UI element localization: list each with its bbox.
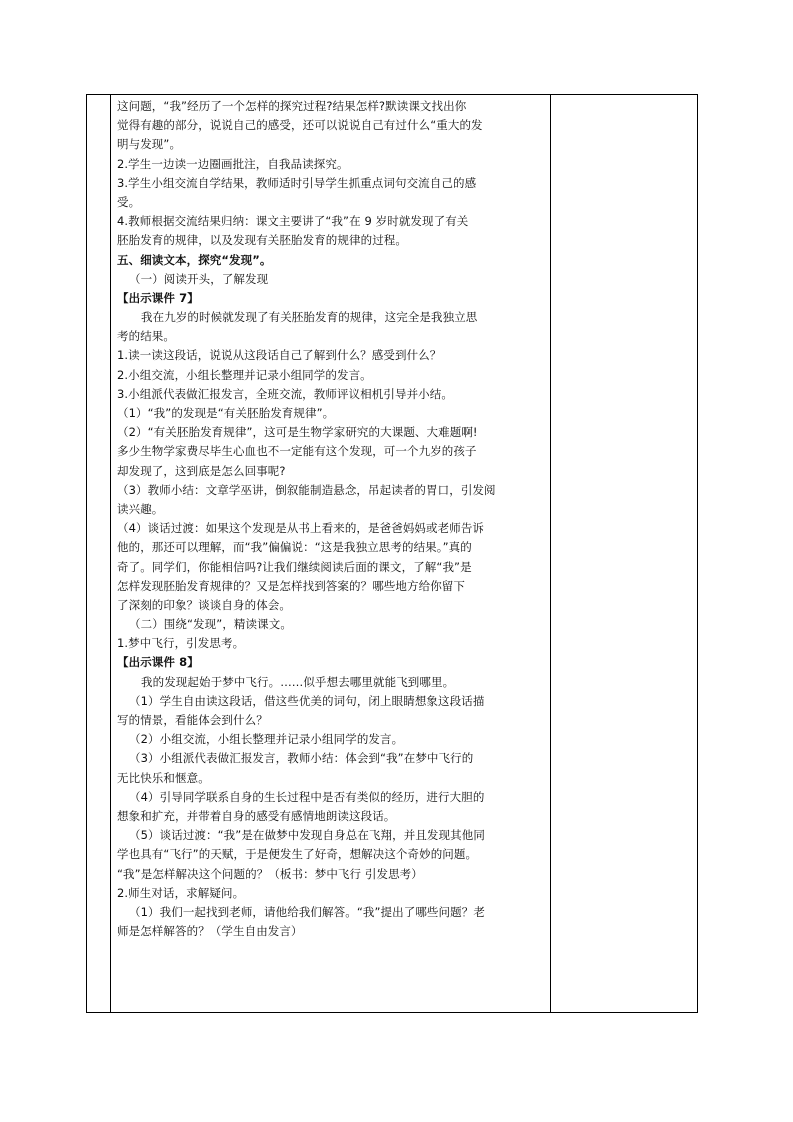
text-line: （2）“有关胚胎发育规律”，这可是生物学家研究的大课题、大难题啊! (117, 425, 478, 440)
text-line: 2.小组交流，小组长整理并记录小组同学的发言。 (117, 367, 372, 382)
subsection-heading: （一）阅读开头，了解发现 (129, 271, 269, 286)
text-line: 却发现了，这到底是怎么回事呢? (117, 463, 286, 478)
column-divider-left (110, 95, 111, 1012)
column-divider-right (550, 95, 551, 1012)
section-heading: 五、细读文本，探究“发现”。 (117, 252, 272, 267)
text-line: “我”是怎样解决这个问题的？（板书：梦中飞行 引发思考） (117, 866, 423, 881)
text-line: 怎样发现胚胎发育规律的？又是怎样找到答案的？哪些地方给你留下 (117, 578, 465, 593)
text-line: 2.学生一边读一边圈画批注，自我品读探究。 (117, 156, 349, 171)
quote-line: 我在九岁的时候就发现了有关胚胎发育的规律，这完全是我独立思 (141, 310, 478, 325)
text-line: 他的，那还可以理解，而“我”偏偏说：“这是我独立思考的结果。”真的 (117, 540, 472, 555)
lesson-content (117, 97, 549, 941)
text-line: 写的情景，看能体会到什么？ (117, 713, 268, 727)
text-line: 1.读一读这段话，说说从这段话自己了解到什么？感受到什么？ (117, 348, 442, 363)
subsection-heading: （二）围绕“发现”，精读课文。 (129, 617, 292, 632)
text-line: 3.学生小组交流自学结果，教师适时引导学生抓重点词句交流自己的感 (117, 175, 477, 190)
text-line: （3）小组派代表做汇报发言，教师小结：体会到“我”在梦中飞行的 (129, 751, 474, 766)
text-line: 受。 (117, 194, 141, 209)
text-line: 胚胎发育的规律，以及发现有关胚胎发育的规律的过程。 (117, 233, 407, 248)
text-line: 3.小组派代表做汇报发言，全班交流，教师评议相机引导并小结。 (117, 386, 453, 401)
text-line: 师是怎样解答的？（学生自由发言） (117, 924, 303, 939)
text-line: （5）谈话过渡：“我”是在做梦中发现自身总在飞翔，并且发现其他同 (129, 828, 485, 843)
text-line: （1）我们一起找到老师，请他给我们解答。“我”提出了哪些问题？老 (129, 904, 485, 919)
text-line: 多少生物学家费尽毕生心血也不一定能有这个发现，可一个九岁的孩子 (117, 444, 477, 459)
quote-line: 我的发现起始于梦中飞行。……似乎想去哪里就能飞到哪里。 (141, 674, 455, 689)
text-line: 4.教师根据交流结果归纳：课文主要讲了“我”在 9 岁时就发现了有关 (117, 214, 469, 229)
text-line: 无比快乐和惬意。 (117, 770, 210, 785)
text-line: 这问题，“我”经历了一个怎样的探究过程?结果怎样?默读课文找出你 (117, 99, 467, 113)
text-line: 1.梦中飞行，引发思考。 (117, 636, 245, 651)
text-line: （4）谈话过渡：如果这个发现是从书上看来的，是爸爸妈妈或老师告诉 (117, 521, 485, 536)
text-line: （2）小组交流，小组长整理并记录小组同学的发言。 (129, 732, 404, 747)
courseware-label: 【出示课件 7】 (117, 290, 199, 305)
text-line: （1）学生自由读这段话，借这些优美的词句，闭上眼睛想象这段话描 (129, 693, 485, 708)
text-line: 想象和扩充，并带着自身的感受有感情地朗读这段话。 (117, 808, 396, 823)
text-line: 读兴趣。 (117, 501, 164, 516)
text-line: 奇了。同学们，你能相信吗?让我们继续阅读后面的课文，了解“我”是 (117, 559, 472, 574)
text-line: （4）引导同学联系自身的生长过程中是否有类似的经历，进行大胆的 (129, 789, 485, 804)
text-line: 2.师生对话，求解疑问。 (117, 885, 245, 900)
courseware-label: 【出示课件 8】 (117, 655, 199, 670)
text-line: 学也具有“飞行”的天赋，于是便发生了好奇，想解决这个奇妙的问题。 (117, 847, 478, 862)
text-line: 明与发现”。 (117, 137, 182, 152)
text-line: 觉得有趣的部分，说说自己的感受，还可以说说自己有过什么“重大的发 (117, 118, 483, 133)
text-line: （1）“我”的发现是“有关胚胎发育规律”。 (117, 406, 335, 420)
text-line: 了深刻的印象？谈谈自身的体会。 (117, 597, 291, 612)
text-line: （3）教师小结：文章学巫讲，倒叙能制造悬念，吊起读者的胃口，引发阅 (117, 482, 496, 497)
quote-line: 考的结果。 (117, 329, 175, 344)
